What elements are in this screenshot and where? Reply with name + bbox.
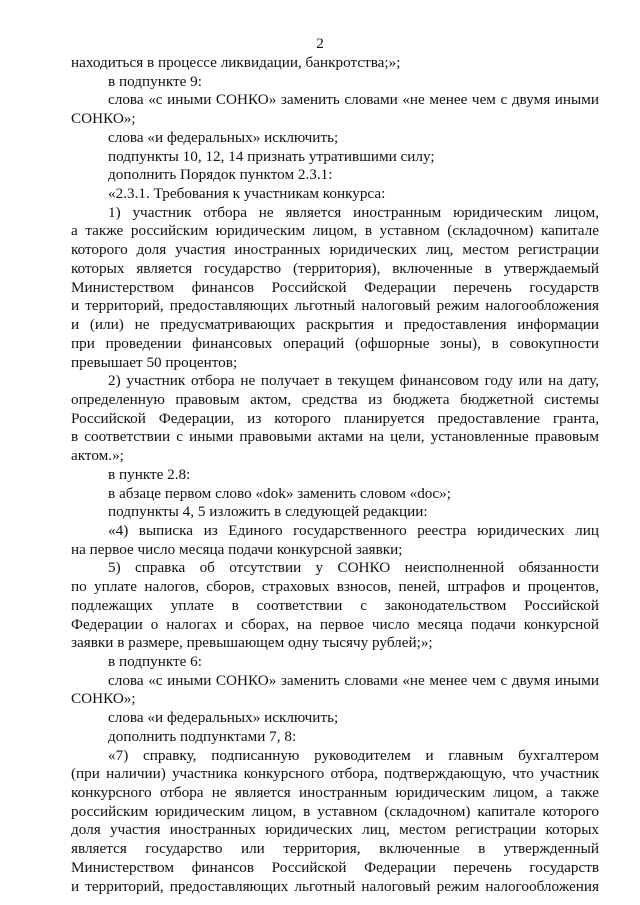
text-line: актом.»;: [71, 447, 124, 465]
text-line: 1) участник отбора не является иностранным юридическим лицом,: [108, 203, 599, 221]
text-line: превышает 50 процентов;: [71, 353, 238, 371]
text-line: находиться в процессе ликвидации, банкротства;»;: [71, 54, 401, 71]
text-line: «2.3.1. Требования к участникам конкурса:: [108, 185, 386, 203]
text-line: Федерации о налогах и сборах, на первое число месяца подачи конкурсной: [71, 615, 599, 633]
text-line: (при наличии) участника конкурсного отбора, подтверждающую, что участник: [71, 765, 599, 783]
document-body: [71, 54, 599, 896]
text-line: в подпункте 6:: [108, 653, 202, 670]
text-line: слова «и федеральных» исключить;: [108, 128, 339, 146]
text-line: в абзаце первом слово «dok» заменить словом «doc»;: [108, 484, 451, 502]
text-line: российским юридическим лицом, в уставном (складочном) капитале которого: [71, 802, 599, 820]
text-line: в подпункте 9:: [108, 72, 202, 90]
text-line: а также российским юридическим лицом, в уставном (складочном) капитале: [71, 222, 599, 240]
text-line: заявки в размере, превышающем одну тысячу рублей;»;: [71, 634, 433, 652]
text-line: подлежащих уплате в соответствии с законодательством Российской: [71, 596, 599, 614]
text-line: СОНКО»;: [71, 690, 136, 708]
text-line: Министерством финансов Российской Федерации перечень государств: [71, 858, 599, 876]
text-line: является государство или территория, включенные в утвержденный: [71, 840, 599, 858]
text-line: при проведении финансовых операций (офшорные зоны), в совокупности: [71, 334, 599, 352]
text-line: и территорий, предоставляющих льготный налоговый режим налогообложения: [71, 877, 599, 895]
text-line: в пункте 2.8:: [108, 465, 191, 483]
text-line: Российской Федерации, из которого планируется предоставление гранта,: [71, 409, 599, 427]
text-line: в соответствии с иными правовыми актами на цели, установленные правовым: [71, 428, 599, 446]
text-line: СОНКО»;: [71, 110, 136, 128]
text-line: которых является государство (территория), включенные в утверждаемый: [71, 259, 599, 277]
text-line: на первое число месяца подачи конкурсной заявки;: [71, 540, 403, 558]
text-line: 5) справка об отсутствии у СОНКО неисполненной обязанности: [108, 559, 599, 577]
text-line: по уплате налогов, сборов, страховых взносов, пеней, штрафов и процентов,: [71, 578, 599, 596]
text-line: слова «с иными СОНКО» заменить словами «не менее чем с двумя иными: [108, 671, 599, 689]
text-line: подпункты 10, 12, 14 признать утратившими силу;: [108, 147, 435, 165]
text-line: «4) выписка из Единого государственного реестра юридических лиц: [108, 521, 599, 539]
text-line: «7) справку, подписанную руководителем и главным бухгалтером: [108, 746, 599, 764]
text-line: дополнить подпунктами 7, 8:: [108, 727, 297, 745]
text-line: Министерством финансов Российской Федерации перечень государств: [71, 278, 599, 296]
text-line: подпункты 4, 5 изложить в следующей редакции:: [108, 503, 428, 521]
page-number: 2: [316, 35, 324, 52]
text-line: и (или) не предусматривающих раскрытия и предоставления информации: [71, 316, 599, 334]
text-line: слова «и федеральных» исключить;: [108, 709, 339, 727]
text-line: 2) участник отбора не получает в текущем финансовом году или на дату,: [108, 372, 599, 390]
text-line: определенную правовым актом, средства из бюджета бюджетной системы: [71, 390, 599, 408]
text-line: доля участия иностранных юридических лиц, местом регистрации которых: [71, 821, 599, 839]
text-line: конкурсного отбора не является иностранным юридическим лицом, а также: [71, 784, 599, 802]
text-line: и территорий, предоставляющих льготный налоговый режим налогообложения: [71, 297, 599, 315]
text-line: слова «с иными СОНКО» заменить словами «не менее чем с двумя иными: [108, 91, 599, 109]
text-line: которого доля участия иностранных юридических лиц, местом регистрации: [71, 241, 599, 259]
text-line: дополнить Порядок пунктом 2.3.1:: [108, 166, 333, 184]
